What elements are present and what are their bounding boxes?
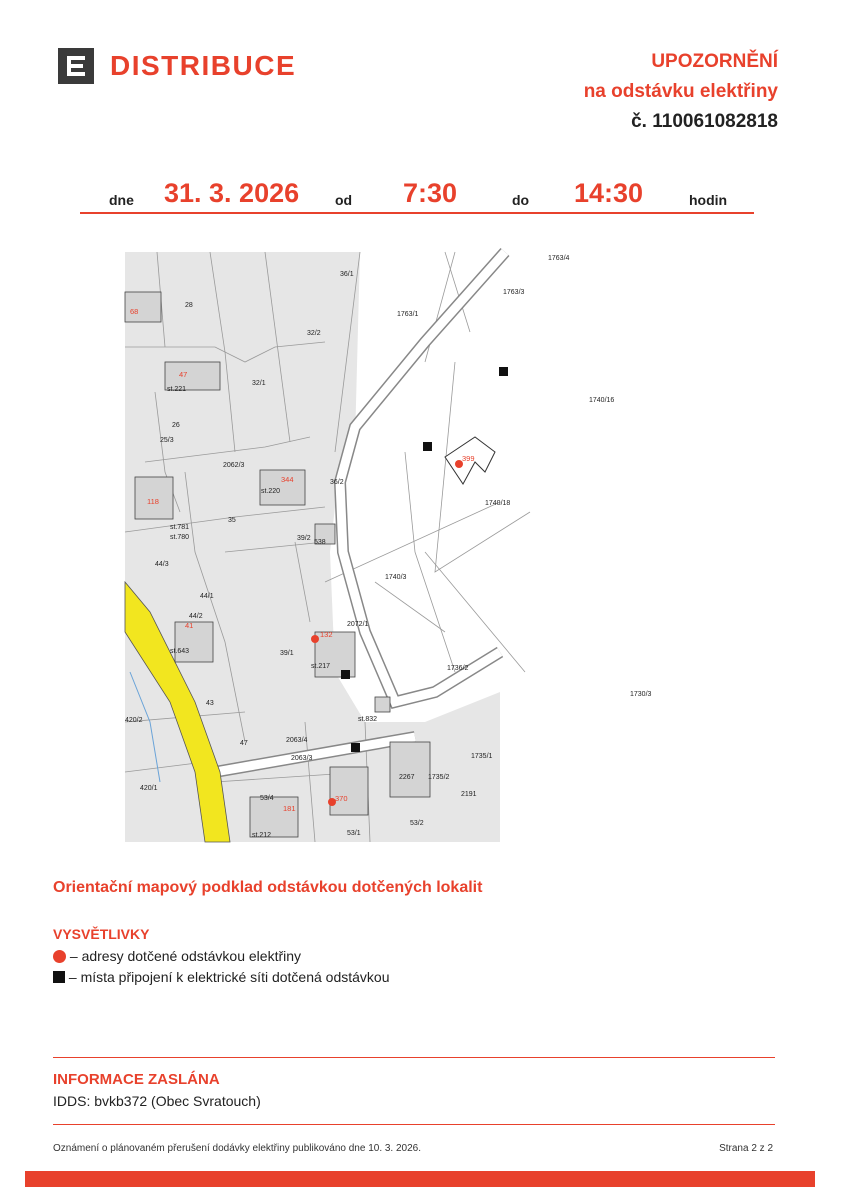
svg-text:1763/1: 1763/1: [397, 311, 419, 318]
notice-subtitle: na odstávku elektřiny: [583, 81, 778, 102]
black-square-icon: [53, 971, 65, 983]
svg-text:36/1: 36/1: [340, 271, 354, 278]
legend-connections: [53, 969, 390, 985]
svg-text:43: 43: [206, 700, 214, 707]
svg-text:420/1: 420/1: [140, 785, 158, 792]
svg-text:1735/2: 1735/2: [428, 774, 450, 781]
legend-title: VYSVĚTLIVKY: [53, 926, 150, 942]
svg-text:53/2: 53/2: [410, 820, 424, 827]
outage-date: 31. 3. 2026: [164, 178, 300, 208]
svg-text:39/1: 39/1: [280, 650, 294, 657]
legend-addresses-text: – adresy dotčené odstávkou elektřiny: [69, 948, 302, 964]
svg-text:39/2: 39/2: [297, 535, 311, 542]
svg-text:26: 26: [172, 422, 180, 429]
publication-note: Oznámení o plánovaném přerušení dodávky elektřiny publikováno dne 10. 3. 2026.: [53, 1143, 422, 1154]
svg-text:181: 181: [283, 804, 296, 813]
hours-label: hodin: [689, 192, 728, 208]
svg-text:1735/1: 1735/1: [471, 753, 493, 760]
svg-text:st.781: st.781: [170, 524, 190, 531]
svg-text:1763/3: 1763/3: [503, 289, 525, 296]
svg-text:1740/3: 1740/3: [385, 574, 407, 581]
info-recipient: IDDS: bvkb372 (Obec Svratouch): [53, 1093, 261, 1109]
svg-text:44/2: 44/2: [189, 613, 203, 620]
svg-text:25/3: 25/3: [160, 437, 174, 444]
notice-number: č. 110061082818: [631, 111, 778, 132]
bottom-accent-bar: [25, 1171, 815, 1187]
svg-text:399: 399: [462, 454, 475, 463]
svg-text:370: 370: [335, 794, 348, 803]
distribuce-logo-icon: [58, 48, 94, 84]
svg-text:420/2: 420/2: [125, 717, 143, 724]
svg-text:47: 47: [179, 370, 188, 379]
svg-text:2063/4: 2063/4: [286, 737, 308, 744]
from-label: od: [335, 192, 353, 208]
svg-text:st.217: st.217: [311, 663, 331, 670]
svg-text:1730/3: 1730/3: [630, 691, 652, 698]
svg-text:st.832: st.832: [358, 716, 378, 723]
to-time: 14:30: [574, 178, 644, 208]
svg-text:st.220: st.220: [261, 488, 281, 495]
svg-text:118: 118: [147, 497, 159, 506]
svg-text:44/3: 44/3: [155, 561, 169, 568]
page-number: Strana 2 z 2: [719, 1143, 773, 1154]
svg-text:1736/2: 1736/2: [447, 665, 469, 672]
info-top-rule: [53, 1057, 775, 1058]
svg-text:35: 35: [228, 517, 236, 524]
from-time: 7:30: [403, 178, 458, 208]
day-label: dne: [109, 192, 134, 208]
svg-text:2191: 2191: [461, 791, 477, 798]
svg-text:538: 538: [314, 539, 326, 546]
svg-text:st.221: st.221: [167, 386, 187, 393]
info-bottom-rule: [53, 1124, 775, 1125]
brand-name: DISTRIBUCE: [110, 50, 297, 81]
legend-connections-text: – místa připojení k elektrické síti dotčená odstávkou: [68, 969, 390, 985]
svg-text:1763/4: 1763/4: [548, 255, 570, 262]
to-label: do: [512, 192, 530, 208]
svg-text:68: 68: [130, 307, 139, 316]
cadastral-map: [125, 252, 652, 842]
svg-text:41: 41: [185, 621, 194, 630]
svg-text:st.780: st.780: [170, 534, 190, 541]
svg-text:44/1: 44/1: [200, 593, 214, 600]
notice-title: UPOZORNĚNÍ: [651, 51, 778, 72]
info-title: INFORMACE ZASLÁNA: [53, 1071, 220, 1088]
svg-text:53/1: 53/1: [347, 830, 361, 837]
legend-addresses: [53, 948, 301, 964]
svg-text:344: 344: [281, 475, 294, 484]
svg-text:28: 28: [185, 302, 193, 309]
date-underline: [80, 212, 754, 214]
red-dot-icon: [53, 950, 66, 963]
svg-text:132: 132: [320, 630, 333, 639]
svg-text:1740/18: 1740/18: [485, 500, 511, 507]
svg-text:2072/1: 2072/1: [347, 621, 369, 628]
svg-text:st.643: st.643: [170, 648, 190, 655]
svg-text:53/4: 53/4: [260, 795, 274, 802]
svg-text:1740/16: 1740/16: [589, 397, 615, 404]
svg-text:32/2: 32/2: [307, 330, 321, 337]
svg-text:2062/3: 2062/3: [223, 462, 245, 469]
svg-text:st.212: st.212: [252, 832, 272, 839]
map-caption: Orientační mapový podklad odstávkou dotčených lokalit: [53, 879, 483, 896]
svg-text:47: 47: [240, 740, 248, 747]
svg-text:36/2: 36/2: [330, 479, 344, 486]
svg-text:2267: 2267: [399, 774, 415, 781]
svg-text:32/1: 32/1: [252, 380, 266, 387]
svg-text:2063/3: 2063/3: [291, 755, 313, 762]
